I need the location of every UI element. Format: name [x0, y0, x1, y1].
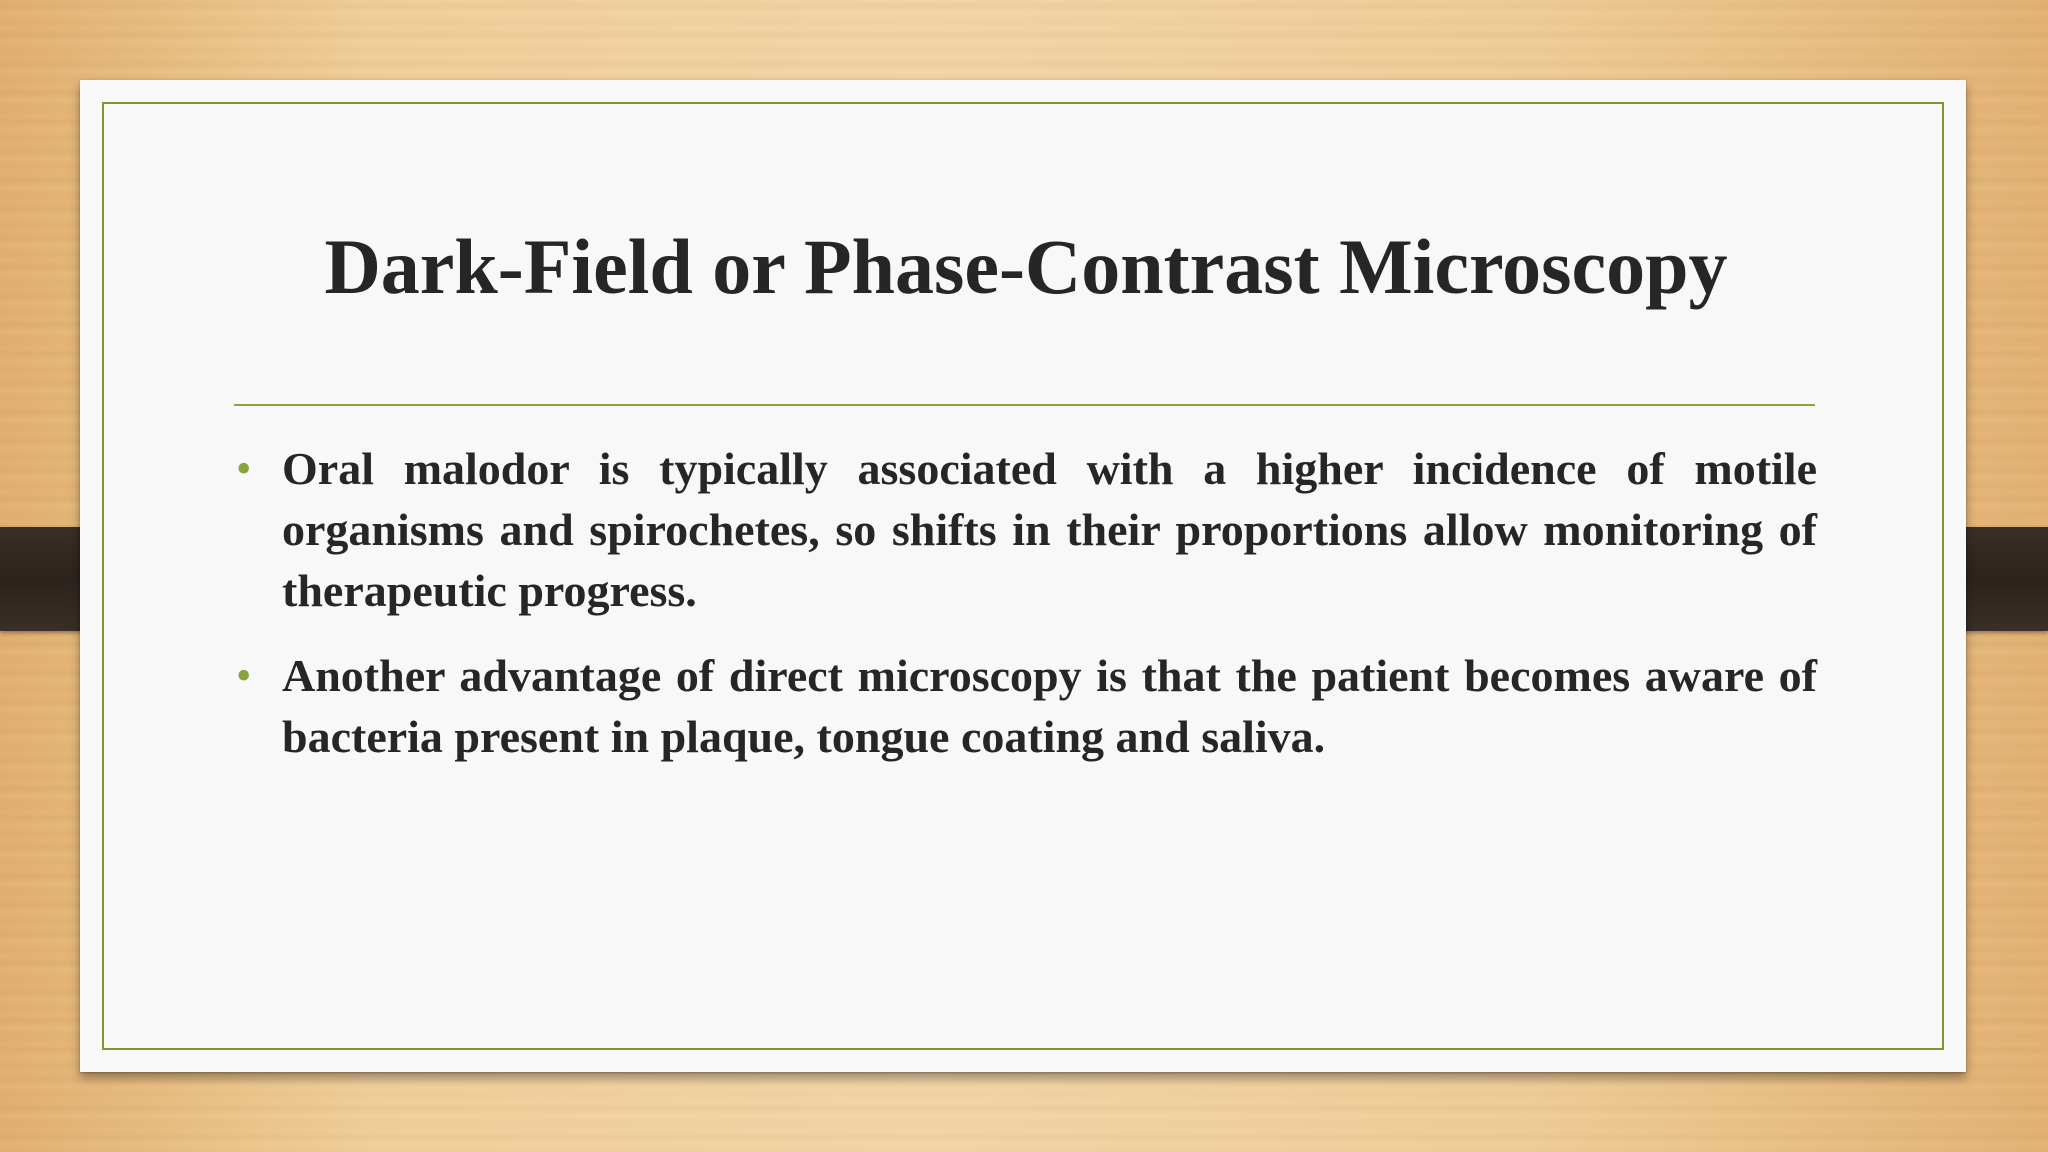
- bullet-list: [236, 438, 1817, 791]
- bullet-marker: •: [236, 444, 252, 493]
- bullet-item: [236, 645, 1817, 767]
- bullet-text: Oral malodor is typically associated with a higher incidence of motile organisms and spirochetes, so shifts in their proportions allow monitoring of therapeutic progress.: [282, 443, 1817, 616]
- slide-title: Dark-Field or Phase-Contrast Microscopy: [324, 223, 1728, 310]
- bullet-item: [236, 438, 1817, 621]
- bullet-marker: •: [236, 651, 252, 700]
- title-divider: [234, 404, 1815, 406]
- bullet-text: Another advantage of direct microscopy is that the patient becomes aware of bacteria present in plaque, tongue coating and saliva.: [282, 650, 1817, 762]
- slide-card: [80, 80, 1966, 1072]
